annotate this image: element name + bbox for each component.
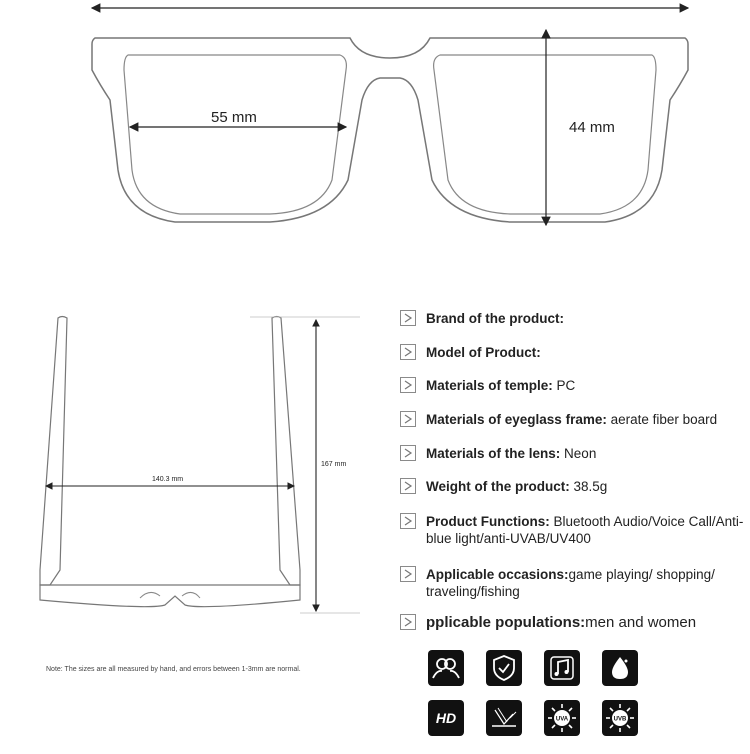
temple-length-label: 167 mm — [321, 461, 347, 468]
uva-sun-icon — [544, 700, 580, 736]
uvb-sun-icon — [602, 700, 638, 736]
water-drop-icon — [602, 650, 638, 686]
lens-height-label: 44 mm — [569, 119, 615, 136]
top-view-diagram — [0, 300, 380, 630]
svg-text:HD: HD — [435, 710, 457, 726]
right-lens — [434, 55, 656, 214]
chevron-right-icon — [400, 566, 416, 582]
chevron-right-icon — [400, 310, 416, 326]
chevron-right-icon — [400, 344, 416, 360]
frame-front-bar — [40, 585, 300, 607]
chevron-right-icon — [400, 445, 416, 461]
anti-glare-icon — [486, 700, 522, 736]
front-view-diagram — [0, 0, 750, 250]
svg-text:UVB: UVB — [613, 716, 627, 723]
chevron-right-icon — [400, 411, 416, 427]
lens-width-label: 55 mm — [211, 109, 257, 126]
chevron-right-icon — [400, 614, 416, 630]
chevron-right-icon — [400, 513, 416, 529]
people-icon — [428, 650, 464, 686]
measurement-note: Note: The sizes are all measured by hand, and errors between 1-3mm are normal. — [46, 666, 301, 673]
frame-width-label: 140.3 mm — [152, 476, 184, 483]
chevron-right-icon — [400, 377, 416, 393]
music-note-icon — [544, 650, 580, 686]
shield-check-icon — [486, 650, 522, 686]
left-temple — [40, 317, 67, 586]
hd-icon — [428, 700, 464, 736]
chevron-right-icon — [400, 478, 416, 494]
right-temple — [272, 317, 300, 586]
svg-text:UVA: UVA — [555, 716, 569, 723]
left-lens — [124, 55, 346, 214]
